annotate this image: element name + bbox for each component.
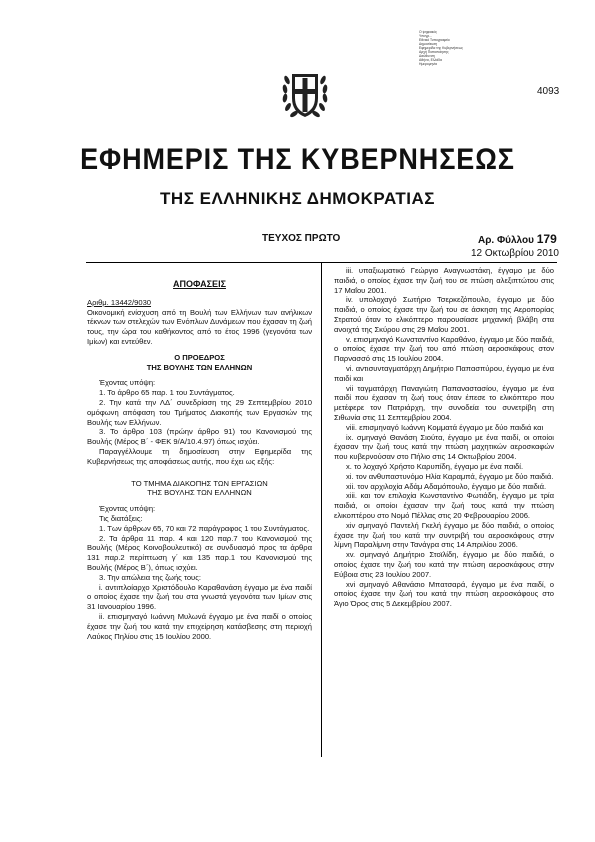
provisions-label: Τις διατάξεις: — [99, 513, 143, 523]
list-item: iv. υπολοχαγό Σωτήριο Τσερκεζόπουλο, έγγαμο με δύο παιδιά, ο οποίος έχασε την ζωή του σε άσκηση της Αεροπορίας Στρατού όταν το ελικόπτερο παρουσίασε μηχανική βλάβη στα ανοιχτά της Σκύρου στις 29 Μαΐου 2001. — [334, 295, 554, 334]
issue-type: ΤΕΥΧΟΣ ΠΡΩΤΟ — [262, 233, 341, 244]
sheet-number-label: Αρ. Φύλλου 179 — [478, 232, 557, 246]
masthead-subtitle: ΤΗΣ ΕΛΛΗΝΙΚΗΣ ΔΗΜΟΚΡΑΤΙΑΣ — [160, 189, 435, 208]
right-column — [334, 266, 554, 609]
left-column — [87, 280, 312, 641]
list-item: vii ταγματάρχη Παναγιώτη Παπαναστασίου, έγγαμο με ένα παιδί που έχασαν τη ζωή τους όταν έπεσε το ελικόπτερο που μετέφερε τον Πατριάρχη, την συνοδεία του συνετρίβη στη Σιθωνία στις 11 Σεπτεμβρίου 2004. — [334, 383, 554, 422]
having-regard: Έχοντας υπόψη: — [99, 504, 156, 514]
list-item: xiii. και τον επιλοχία Κωνσταντίνο Φωτιάδη, έγγαμο με τρία παιδιά, οι οποίοι έχασαν την ζωή τους κατά την πτώση ελικοπτέρου στο Νομό Πέλλας στις 20 Φεβρουαρίου 2006. — [334, 491, 554, 520]
page-number: 4093 — [537, 86, 560, 97]
list-item: xi. τον ανθυπαστυνόμο Ηλία Καραμπά, έγγαμο με δύο παιδιά. — [346, 471, 554, 481]
decision-reference: Αριθμ. 13442/9030 — [87, 297, 152, 307]
list-item: i. αντιπλοίαρχο Χριστόδουλο Καραθανάση έγγαμο με ένα παιδί ο οποίος έχασε την ζωή του στα γνωστά γεγονότα των Ιμίων στις 31 Ιανουαρίου 1996. — [87, 582, 312, 612]
list-item: xii. τον αρχιλοχία Αδάμ Αδαμόπουλο, έγγαμο με δύο παιδιά. — [346, 481, 547, 491]
department-heading-line2: ΤΗΣ ΒΟΥΛΗΣ ΤΩΝ ΕΛΛΗΝΩΝ — [147, 488, 252, 498]
list-item: 3. Το άρθρο 103 (πρώην άρθρο 91) του Κανονισμού της Βουλής (Μέρος Β΄ - ΦΕΚ 9/Α/10.4.97) όπως ισχύει. — [87, 427, 312, 447]
president-heading-line2: ΤΗΣ ΒΟΥΛΗΣ ΤΩΝ ΕΛΛΗΝΩΝ — [146, 362, 253, 372]
list-item: xv. σμηναγό Δημήτριο Στοϊλίδη, έγγαμο με δύο παιδιά, ο οποίος έχασε την ζωή του κατά την πτώση αεροσκάφους στην Εύβοια στις 23 Ιουλίου 2007. — [334, 550, 554, 579]
list-item: iii. υπαξιωματικό Γεώργιο Αναγνωστάκη, έγγαμο με δύο παιδιά, ο οποίος έχασε την ζωή του σε πτώση αλεξιπτώτου στις 17 Μαΐου 2001. — [334, 266, 554, 295]
section-heading: ΑΠΟΦΑΣΕΙΣ — [173, 279, 226, 289]
list-item: 2. Τα άρθρα 11 παρ. 4 και 120 παρ.7 του Κανονισμού της Βουλής (Μέρος Κοινοβουλευτικό) σε συνδυασμό προς τα άρθρα 131 παρ.2 περίπτωση γ΄ και 135 παρ.1 του Κανονισμού της Βουλής (Μέρος Β΄), όπως ισχύει. — [87, 533, 312, 572]
digital-signature-stamp: Ο ψηφιακός Υπογρ... Εθνικό Τυπογραφείο Δημοσίευση Εφημερίδα της Κυβερνήσεως Αρχή Πιστοποίησης Διεύθυνση Αθήνα, Ελλάδα Ημερομηνία — [419, 30, 464, 66]
list-item: ix. σμηναγό Θανάση Σιούτα, έγγαμο με ένα παιδί, οι οποίοι έχασαν την ζωή τους κατά την πτώση μαχητικών αεροσκαφών που κυβερνούσαν στο Πήλιο στις 14 Οκτωβρίου 2004. — [334, 432, 554, 462]
list-item: viii. επισμηναγό Ιωάννη Κομματά έγγαμο με δύο παιδιά και — [346, 422, 544, 432]
list-item: 1. Των άρθρων 65, 70 και 72 παράγραφος 1 του Συντάγματος. — [99, 523, 310, 533]
list-item: 3. Την απώλεια της ζωής τους: — [99, 572, 201, 582]
column-divider — [321, 262, 322, 757]
list-item: Παραγγέλλουμε τη δημοσίευση στην Εφημερίδα της Κυβερνήσεως της αποφάσεως αυτής, που έχει ως εξής: — [87, 446, 312, 466]
department-heading: ΤΟ ΤΜΗΜΑ ΔΙΑΚΟΠΗΣ ΤΩΝ ΕΡΓΑΣΙΩΝ — [131, 478, 268, 488]
list-item: 2. Την κατά την ΛΔ΄ συνεδρίαση της 29 Σεπτεμβρίου 2010 ομόφωνη απόφαση του Τμήματος Διακοπής των Εργασιών της Βουλής των Ελλήνων. — [87, 397, 312, 427]
decision-summary: Οικονομική ενίσχυση από τη Βουλή των Ελλήνων των ανήλικων τέκνων των στελεχών των Ενόπλων Δυνάμεων που έχασαν τη ζωή τους, την ώρα του καθήκοντος από το έτος 1996 (γεγονότα των Ιμίων) και εντεύθεν. — [87, 307, 312, 346]
list-item: ii. επισμηναγό Ιωάννη Μυλωνά έγγαμο με ένα παιδί ο οποίος έχασε την ζωή του κατά την επιχείρηση κατάσβεσης στη περιοχή Λαύκος Πηλίου στις 15 Ιουλίου 2000. — [87, 611, 312, 641]
coat-of-arms-icon — [281, 62, 329, 122]
having-regard: Έχοντας υπόψη: — [99, 378, 156, 388]
list-item: xiv σμηναγό Παντελή Γκελή έγγαμο με δύο παιδιά, ο οποίος έχασε την ζωή του κατά την συντριβή του αεροσκάφους στην λίμνη Παραλίμνη στην Τανάγρα στις 14 Απριλίου 2006. — [334, 520, 554, 550]
list-item: 1. Το άρθρο 65 παρ. 1 του Συντάγματος. — [99, 388, 235, 398]
list-item: vi. αντισυνταγματάρχη Δημήτριο Παπασπύρου, έγγαμο με ένα παιδί και — [334, 363, 554, 383]
list-item: xvi σμηναγό Αθανάσιο Μπατσαρά, έγγαμο με ένα παιδί, ο οποίος έχασε την ζωή του κατά την πτώση αεροσκάφους στο Άγιο Όρος στις 5 Δεκεμβρίου 2007. — [334, 579, 554, 609]
list-item: x. το λοχαγό Χρήστο Καρυπίδη, έγγαμο με ένα παιδί. — [346, 461, 524, 471]
masthead-title: ΕΦΗΜΕΡΙΣ ΤΗΣ ΚΥΒΕΡΝΗΣΕΩΣ — [80, 143, 515, 176]
list-item: v. επισμηναγό Κωνσταντίνο Καραθάνο, έγγαμο με δύο παιδιά, ο οποίος έχασε την ζωή του από πτώση αεροσκάφους στον Παρνασσό στις 15 Ιουλίου 2004. — [334, 334, 554, 364]
president-heading: Ο ΠΡΟΕΔΡΟΣ — [174, 352, 225, 362]
issue-date: 12 Οκτωβρίου 2010 — [470, 248, 559, 259]
sheet-number: 179 — [536, 232, 557, 246]
